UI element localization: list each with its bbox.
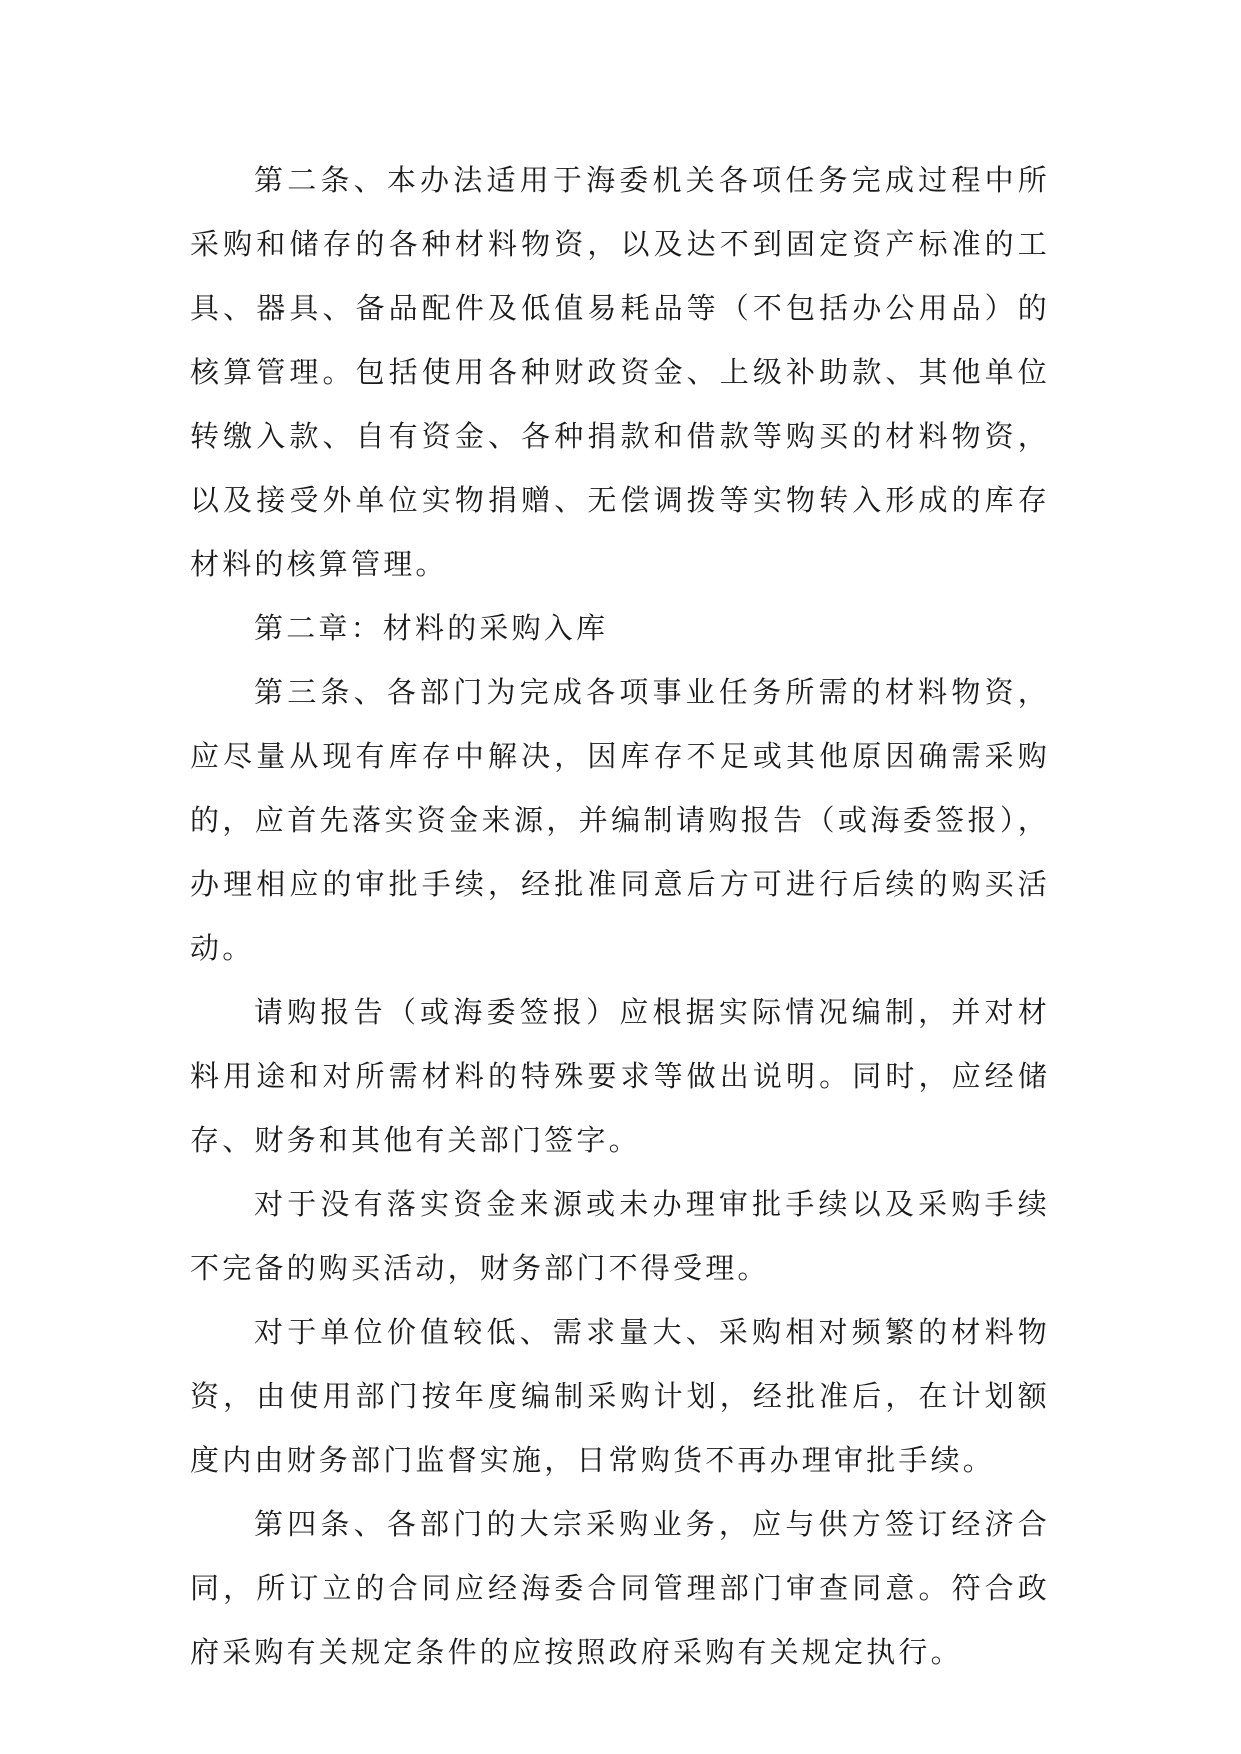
article-3-paragraph: 第三条、各部门为完成各项事业任务所需的材料物资，应尽量从现有库存中解决，因库存不足或其他原因确需采购的，应首先落实资金来源，并编制请购报告（或海委签报），办理相应的审批手续，经批准同意后方可进行后续的购买活动。 bbox=[190, 675, 1050, 965]
unfunded-purchase-paragraph: 对于没有落实资金来源或未办理审批手续以及采购手续不完备的购买活动，财务部门不得受理。 bbox=[190, 1187, 1050, 1285]
purchase-report-paragraph: 请购报告（或海委签报）应根据实际情况编制，并对材料用途和对所需材料的特殊要求等做出说明。同时，应经储存、财务和其他有关部门签字。 bbox=[190, 995, 1050, 1157]
article-4-paragraph: 第四条、各部门的大宗采购业务，应与供方签订经济合同，所订立的合同应经海委合同管理部门审查同意。符合政府采购有关规定条件的应按照政府采购有关规定执行。 bbox=[190, 1507, 1050, 1669]
low-value-materials-paragraph: 对于单位价值较低、需求量大、采购相对频繁的材料物资，由使用部门按年度编制采购计划，经批准后，在计划额度内由财务部门监督实施，日常购货不再办理审批手续。 bbox=[190, 1315, 1050, 1477]
chapter-2-heading: 第二章：材料的采购入库 bbox=[254, 611, 609, 645]
document-body bbox=[190, 148, 1050, 1684]
article-2-paragraph: 第二条、本办法适用于海委机关各项任务完成过程中所采购和储存的各种材料物资，以及达不到固定资产标准的工具、器具、备品配件及低值易耗品等（不包括办公用品）的核算管理。包括使用各种财政资金、上级补助款、其他单位转缴入款、自有资金、各种捐款和借款等购买的材料物资，以及接受外单位实物捐赠、无偿调拨等实物转入形成的库存材料的核算管理。 bbox=[190, 163, 1050, 581]
